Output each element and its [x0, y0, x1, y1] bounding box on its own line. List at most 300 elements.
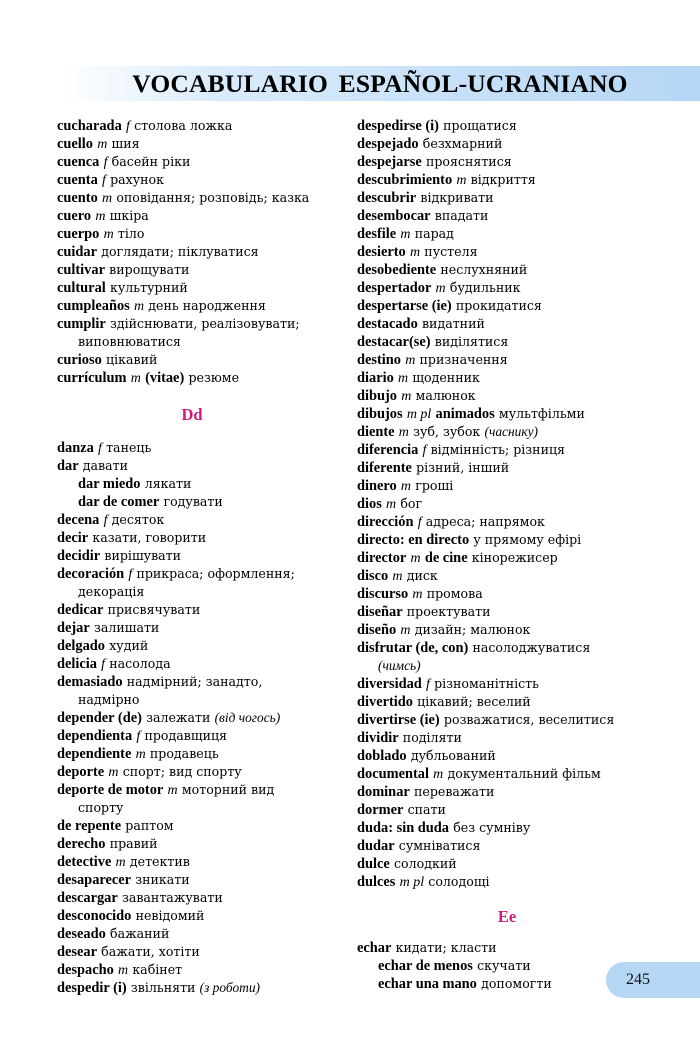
gender-marker: m	[392, 569, 403, 584]
headword: dirección	[357, 514, 414, 530]
gender-marker: f	[417, 515, 422, 530]
translation: рахунок	[110, 172, 165, 187]
translation: моторний вид	[181, 782, 275, 797]
vocab-entry	[57, 619, 327, 637]
vocab-entry	[357, 621, 657, 639]
vocab-entry-continuation	[357, 657, 657, 675]
vocab-entry	[357, 459, 657, 477]
vocab-entry	[357, 765, 657, 783]
headword: destino	[357, 352, 401, 368]
headword: dulces	[357, 874, 396, 890]
translation: зуб, зубок	[413, 424, 481, 439]
translation: давати	[82, 458, 129, 473]
usage-note: (від чогось)	[214, 710, 281, 725]
headword: desobediente	[357, 262, 437, 278]
headword: duda: sin duda	[357, 820, 450, 836]
headword: cuenta	[57, 172, 98, 188]
translation: резюме	[188, 370, 240, 385]
headword: currículum	[57, 370, 127, 386]
headword: disfrutar (de, con)	[357, 640, 469, 656]
gender-marker: m pl	[399, 875, 425, 890]
headword: desear	[57, 944, 97, 960]
headword: divertido	[357, 694, 413, 710]
headword: dependiente	[57, 746, 132, 762]
translation: бажаний	[109, 926, 170, 941]
vocab-entry	[357, 117, 657, 135]
headword: disco	[357, 568, 389, 584]
headword: directo: en directo	[357, 532, 470, 548]
translation: будильник	[449, 280, 521, 295]
translation: відкривати	[420, 190, 494, 205]
gender-marker: m	[130, 371, 141, 386]
translation: видатний	[421, 316, 485, 331]
vocab-entry	[357, 333, 657, 351]
translation: щоденник	[412, 370, 480, 385]
page-number: 245	[626, 971, 650, 988]
headword: decoración	[57, 566, 125, 582]
translation: присвячувати	[107, 602, 201, 617]
headword: doblado	[357, 748, 407, 764]
right-column	[357, 117, 657, 993]
headword: desaparecer	[57, 872, 132, 888]
vocab-entry	[57, 961, 327, 979]
vocab-entry	[357, 873, 657, 891]
headword: despedir (i)	[57, 980, 127, 996]
headword: cuento	[57, 190, 98, 206]
translation: столова ложка	[134, 118, 233, 133]
vocab-entry	[357, 423, 657, 441]
vocab-entry	[357, 405, 657, 423]
gender-marker: m	[435, 281, 446, 296]
translation: виділятися	[434, 334, 509, 349]
gender-marker: f	[422, 443, 427, 458]
vocab-entry	[57, 297, 327, 315]
vocab-entry	[57, 529, 327, 547]
translation: оповідання; розповідь; казка	[116, 190, 310, 205]
vocab-entry	[57, 351, 327, 369]
headword: deseado	[57, 926, 106, 942]
gender-marker: m pl	[406, 407, 432, 422]
translation: продавщиця	[144, 728, 228, 743]
translation: лякати	[144, 476, 192, 491]
headword: desierto	[357, 244, 406, 260]
headword: cucharada	[57, 118, 122, 134]
headword: cuidar	[57, 244, 97, 260]
headword: dulce	[357, 856, 390, 872]
gender-marker: m	[397, 371, 409, 386]
headword: documental	[357, 766, 429, 782]
translation: раптом	[125, 818, 174, 833]
vocab-entry	[357, 801, 657, 819]
translation: шкіра	[109, 208, 149, 223]
vocab-entry	[357, 369, 657, 387]
translation: бог	[400, 496, 423, 511]
gender-marker: m	[412, 587, 423, 602]
translation: зникати	[135, 872, 190, 887]
translation: насолоджуватися	[472, 640, 591, 655]
translation: надмірний; занадто,	[126, 674, 263, 689]
headword: dar	[57, 458, 79, 474]
gender-marker: m	[101, 191, 113, 206]
translation: розважатися, веселитися	[443, 712, 615, 727]
headword: discurso	[357, 586, 409, 602]
headword: dominar	[357, 784, 410, 800]
headword: diferencia	[357, 442, 419, 458]
translation: прикраса; оформлення;	[136, 566, 295, 581]
headword: demasiado	[57, 674, 123, 690]
vocab-entry	[357, 783, 657, 801]
translation: парад	[414, 226, 454, 241]
translation-continued: виповнюватися	[78, 334, 181, 349]
section-heading-d: Dd	[181, 405, 203, 424]
translation: дизайн; малюнок	[414, 622, 531, 637]
vocab-entry	[357, 513, 657, 531]
translation: здійснювати, реалізовувати;	[109, 316, 300, 331]
vocab-entry	[357, 315, 657, 333]
translation: солодощі	[428, 874, 490, 889]
translation-continued: надмірно	[78, 692, 140, 707]
vocab-entry	[357, 207, 657, 225]
translation: малюнок	[415, 388, 476, 403]
vocab-entry	[57, 369, 327, 387]
headword: dibujo	[357, 388, 397, 404]
vocab-entry	[357, 441, 657, 459]
vocab-entry	[57, 565, 327, 583]
vocab-entry	[57, 907, 327, 925]
headword: detective	[57, 854, 112, 870]
headword: diario	[357, 370, 394, 386]
headword: cuenca	[57, 154, 100, 170]
translation: кабінет	[132, 962, 183, 977]
translation: десяток	[111, 512, 165, 527]
vocab-entry	[57, 439, 327, 457]
vocab-entry	[357, 243, 657, 261]
vocab-entry	[57, 835, 327, 853]
vocab-entry	[357, 603, 657, 621]
translation: кінорежисер	[471, 550, 558, 565]
vocab-entry	[57, 493, 327, 511]
vocab-entry	[57, 207, 327, 225]
headword: dudar	[357, 838, 395, 854]
vocab-entry	[57, 315, 327, 333]
gender-marker: f	[101, 173, 106, 188]
translation: басейн ріки	[111, 154, 191, 169]
vocab-entry	[357, 297, 657, 315]
headword: despertador	[357, 280, 432, 296]
vocab-entry	[357, 351, 657, 369]
translation: казати, говорити	[92, 530, 207, 545]
translation: неслухняний	[440, 262, 528, 277]
gender-marker: f	[425, 677, 430, 692]
translation: доглядати; піклуватися	[101, 244, 259, 259]
translation: переважати	[413, 784, 495, 799]
gender-marker: m	[386, 497, 397, 512]
vocab-entry	[57, 817, 327, 835]
translation: спорт; вид спорту	[122, 764, 242, 779]
gender-marker: m	[398, 425, 409, 440]
headword: decidir	[57, 548, 101, 564]
headword: cuero	[57, 208, 92, 224]
vocab-entry	[357, 729, 657, 747]
vocab-entry	[57, 189, 327, 207]
headword: divertirse (ie)	[357, 712, 440, 728]
headword: cumplir	[57, 316, 106, 332]
headword: despejado	[357, 136, 419, 152]
headword: decena	[57, 512, 100, 528]
headword: dedicar	[57, 602, 104, 618]
headword: dibujos	[357, 406, 403, 422]
translation: поділяти	[402, 730, 462, 745]
headword: diseñar	[357, 604, 403, 620]
translation: сумніватися	[398, 838, 481, 853]
vocab-entry	[357, 135, 657, 153]
headword: dios	[357, 496, 382, 512]
vocab-entry	[57, 781, 327, 799]
gender-marker: f	[101, 657, 106, 672]
headword: delgado	[57, 638, 105, 654]
headword: cumpleaños	[57, 298, 130, 314]
headword: desembocar	[357, 208, 431, 224]
headword: despacho	[57, 962, 114, 978]
translation: відмінність; різниця	[430, 442, 566, 457]
translation: призначення	[419, 352, 508, 367]
usage-note: (з роботи)	[199, 980, 260, 995]
headword: dar miedo	[78, 476, 141, 492]
gender-marker: m	[135, 747, 146, 762]
translation: скучати	[477, 958, 531, 973]
vocab-entry	[57, 475, 327, 493]
headword: cultivar	[57, 262, 105, 278]
entries-left-d	[57, 439, 327, 997]
vocab-entry	[57, 135, 327, 153]
page-title: VOCABULARIO ESPAÑOL-UCRANIANO	[132, 69, 628, 98]
vocab-entry	[57, 979, 327, 997]
headword: decir	[57, 530, 89, 546]
vocab-entry	[57, 925, 327, 943]
translation: без сумніву	[453, 820, 531, 835]
vocab-entry-continuation	[57, 799, 327, 817]
translation-continued: спорту	[78, 800, 124, 815]
vocab-entry	[357, 819, 657, 837]
headword: dinero	[357, 478, 397, 494]
translation: гроші	[415, 478, 454, 493]
vocab-entry	[357, 225, 657, 243]
gender-marker: f	[103, 513, 108, 528]
headword: dividir	[357, 730, 399, 746]
translation: продавець	[149, 746, 219, 761]
headword: diferente	[357, 460, 412, 476]
vocab-entry	[357, 477, 657, 495]
translation: різноманітність	[434, 676, 540, 691]
gender-marker: m	[410, 551, 421, 566]
translation: документальний фільм	[447, 766, 601, 781]
vocab-entry	[357, 171, 657, 189]
vocab-entry	[57, 511, 327, 529]
headword: director	[357, 550, 407, 566]
headword: destacar(se)	[357, 334, 431, 350]
vocab-entry	[357, 549, 657, 567]
headword: diversidad	[357, 676, 422, 692]
headword: despedirse (i)	[357, 118, 439, 134]
vocab-entry	[57, 225, 327, 243]
translation: диск	[406, 568, 438, 583]
headword: dormer	[357, 802, 404, 818]
vocab-entry	[57, 637, 327, 655]
headword: dar de comer	[78, 494, 160, 510]
section-heading-e: Ee	[497, 907, 517, 926]
headword: descargar	[57, 890, 118, 906]
usage-note-continued: (чимсь)	[378, 658, 421, 673]
vocab-entry	[57, 889, 327, 907]
vocab-entry	[57, 853, 327, 871]
headword: cultural	[57, 280, 106, 296]
vocab-entry-continuation	[57, 333, 327, 351]
headword: despejarse	[357, 154, 422, 170]
translation: залишати	[93, 620, 160, 635]
vocab-entry	[57, 727, 327, 745]
translation: тіло	[117, 226, 145, 241]
vocab-entry	[357, 567, 657, 585]
headword-extra: de cine	[424, 550, 468, 566]
gender-marker: m	[401, 389, 412, 404]
vocab-entry	[357, 639, 657, 657]
vocab-entry	[57, 261, 327, 279]
vocab-entry	[357, 495, 657, 513]
headword: desfile	[357, 226, 397, 242]
headword: delicia	[57, 656, 97, 672]
gender-marker: f	[103, 155, 108, 170]
headword: depender (de)	[57, 710, 142, 726]
headword: descubrimiento	[357, 172, 453, 188]
gender-marker: m	[167, 783, 178, 798]
gender-marker: f	[125, 119, 130, 134]
translation: солодкий	[393, 856, 457, 871]
gender-marker: m	[117, 963, 129, 978]
gender-marker: m	[95, 209, 106, 224]
translation: день народження	[148, 298, 266, 313]
gender-marker: m	[400, 623, 411, 638]
translation: прощатися	[443, 118, 517, 133]
gender-marker: m	[433, 767, 444, 782]
translation: залежати	[146, 710, 211, 725]
headword: cuello	[57, 136, 93, 152]
vocab-entry	[357, 531, 657, 549]
vocab-entry	[57, 655, 327, 673]
translation: вирощувати	[109, 262, 190, 277]
headword: destacado	[357, 316, 418, 332]
vocab-entry	[57, 153, 327, 171]
vocab-entry	[57, 457, 327, 475]
headword-extra: (vitae)	[145, 370, 185, 386]
translation: проектувати	[406, 604, 491, 619]
vocab-entry	[357, 387, 657, 405]
translation: танець	[106, 440, 152, 455]
headword: dejar	[57, 620, 90, 636]
gender-marker: m	[97, 137, 108, 152]
headword: diente	[357, 424, 395, 440]
headword: echar de menos	[378, 958, 473, 974]
headword: derecho	[57, 836, 106, 852]
entries-right-d	[357, 117, 657, 891]
translation: невідомий	[135, 908, 205, 923]
headword: echar una mano	[378, 976, 477, 992]
vocab-entry	[357, 153, 657, 171]
vocab-entry	[57, 601, 327, 619]
vocab-entry	[57, 279, 327, 297]
headword: dependienta	[57, 728, 133, 744]
translation: насолода	[109, 656, 171, 671]
translation: культурний	[109, 280, 188, 295]
headword-extra: animados	[435, 406, 495, 422]
headword: desconocido	[57, 908, 132, 924]
gender-marker: m	[456, 173, 467, 188]
translation: звільняти	[130, 980, 196, 995]
usage-note: (часнику)	[484, 424, 538, 439]
gender-marker: m	[115, 855, 126, 870]
vocab-entry	[357, 189, 657, 207]
headword: de repente	[57, 818, 122, 834]
translation: у прямому ефірі	[473, 532, 582, 547]
vocab-entry-continuation	[57, 691, 327, 709]
headword: diseño	[357, 622, 397, 638]
translation: допомогти	[481, 976, 552, 991]
translation: пустеля	[424, 244, 478, 259]
translation: спати	[407, 802, 446, 817]
headword: deporte de motor	[57, 782, 164, 798]
gender-marker: m	[405, 353, 416, 368]
gender-marker: m	[409, 245, 421, 260]
gender-marker: m	[108, 765, 119, 780]
vocab-entry	[57, 943, 327, 961]
vocab-entry	[57, 171, 327, 189]
vocab-entry	[57, 547, 327, 565]
vocab-entry	[357, 837, 657, 855]
vocab-entry	[357, 711, 657, 729]
vocab-entry	[357, 855, 657, 873]
gender-marker: f	[98, 441, 102, 456]
vocab-entry	[57, 745, 327, 763]
translation: промова	[426, 586, 483, 601]
translation: дубльований	[410, 748, 496, 763]
translation-continued: декорація	[78, 584, 145, 599]
translation: завантажувати	[121, 890, 223, 905]
vocab-entry	[357, 693, 657, 711]
headword: echar	[357, 940, 392, 956]
translation: мультфільми	[498, 406, 585, 421]
translation: адреса; напрямок	[425, 514, 545, 529]
translation: різний, інший	[416, 460, 510, 475]
vocab-entry	[57, 117, 327, 135]
vocab-entry	[57, 709, 327, 727]
gender-marker: m	[133, 299, 145, 314]
headword: descubrir	[357, 190, 417, 206]
gender-marker: m	[400, 479, 412, 494]
left-column	[57, 117, 327, 997]
vocab-entry	[357, 279, 657, 297]
translation: шия	[111, 136, 140, 151]
vocab-entry	[357, 747, 657, 765]
headword: deporte	[57, 764, 105, 780]
translation: цікавий; веселий	[417, 694, 531, 709]
translation: детектив	[129, 854, 190, 869]
translation: прояснятися	[425, 154, 512, 169]
vocab-entry	[57, 673, 327, 691]
headword: curioso	[57, 352, 102, 368]
translation: бажати, хотіти	[101, 944, 200, 959]
headword: despertarse (ie)	[357, 298, 452, 314]
translation: впадати	[434, 208, 489, 223]
translation: кидати; класти	[395, 940, 497, 955]
